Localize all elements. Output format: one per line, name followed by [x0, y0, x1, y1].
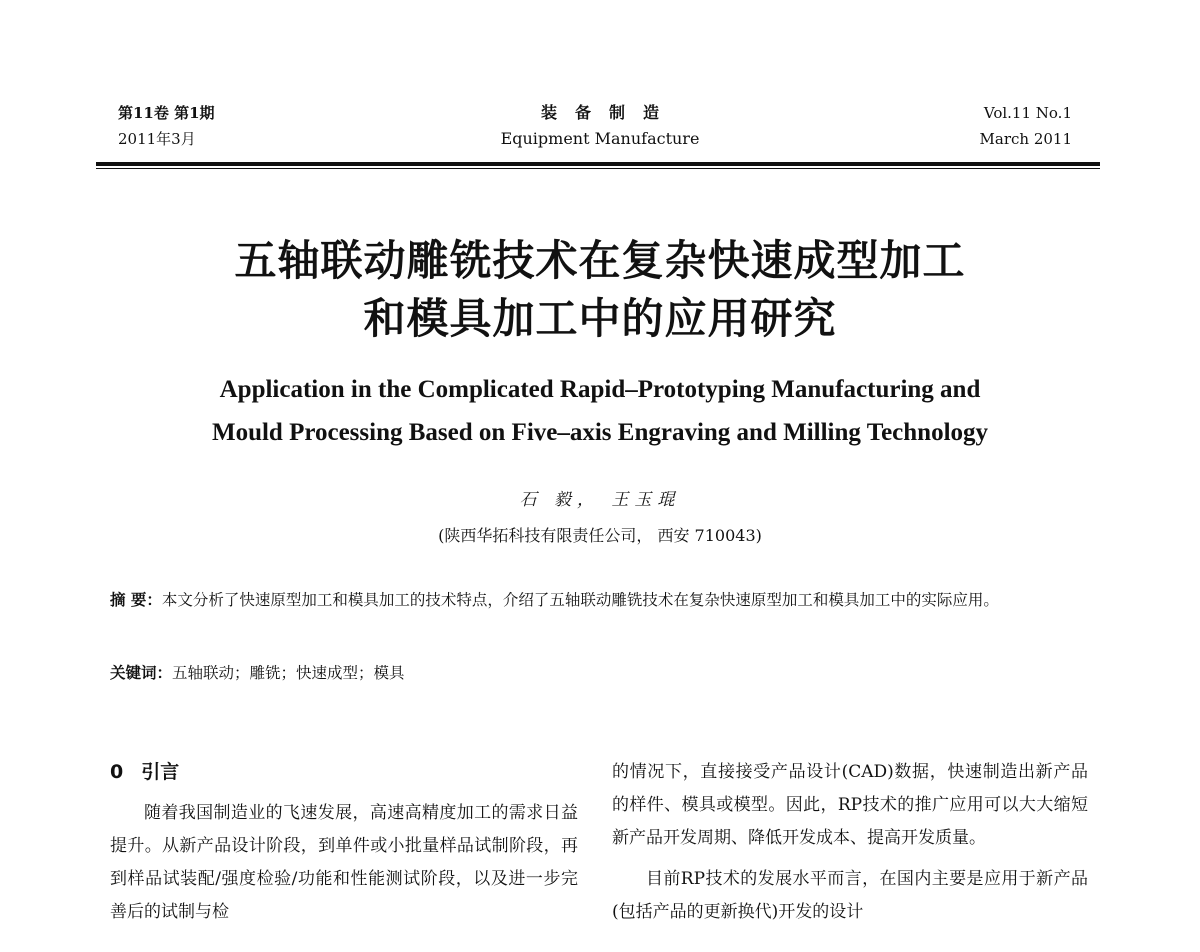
- header-date-en: March 2011: [979, 130, 1072, 148]
- body-column-right: [612, 756, 1088, 929]
- title-en-line2: Mould Processing Based on Five–axis Engraving and Milling Technology: [211, 419, 989, 446]
- paper-title-en: [0, 368, 1200, 454]
- title-en-line1: Application in the Complicated Rapid–Prototyping Manufacturing and: [219, 376, 981, 403]
- journal-name-cn: 装备制造: [540, 103, 677, 122]
- right-paragraph-1: 的情况下，直接接受产品设计(CAD)数据，快速制造出新产品的样件、模具或模型。因此，RP技术的推广应用可以大大缩短新产品开发周期、降低开发成本、提高开发质量。: [612, 762, 1088, 848]
- section-number: 0: [110, 761, 124, 783]
- paper-title-cn: [0, 232, 1200, 348]
- header-right: [980, 100, 1072, 152]
- title-cn-line1: 五轴联动雕铣技术在复杂快速成型加工: [234, 236, 966, 285]
- left-paragraph-1: 随着我国制造业的飞速发展，高速高精度加工的需求日益提升。从新产品设计阶段，到单件或小批量样品试制阶段，再到样品试装配/强度检验/功能和性能测试阶段，以及进一步完善后的试制与检: [110, 803, 578, 922]
- journal-name-en: Equipment Manufacture: [500, 129, 700, 148]
- affiliation: (陕西华拓科技有限责任公司， 西安 710043): [438, 526, 762, 545]
- abstract: [110, 585, 1090, 616]
- header-rule-thin: [96, 168, 1100, 169]
- keywords-text: 五轴联动；雕铣；快速成型；模具: [172, 664, 405, 682]
- header-volume-en: Vol.11 No.1: [983, 104, 1072, 122]
- section-title: 引言: [141, 761, 180, 783]
- header-rule-thick: [96, 162, 1100, 166]
- header-volume-cn: 第11卷 第1期: [118, 104, 215, 122]
- header-date-cn: 2011年3月: [118, 130, 196, 148]
- section-heading: [110, 756, 578, 789]
- journal-header: [0, 100, 1200, 160]
- authors: 石 毅， 王玉琨: [519, 490, 681, 510]
- right-paragraph-2: 目前RP技术的发展水平而言，在国内主要是应用于新产品(包括产品的更新换代)开发的设计: [612, 869, 1088, 922]
- keywords: [110, 659, 1090, 687]
- keywords-label: 关键词：: [110, 664, 173, 682]
- abstract-label: 摘 要：: [110, 591, 162, 609]
- abstract-text: 本文分析了快速原型加工和模具加工的技术特点，介绍了五轴联动雕铣技术在复杂快速原型加工和模具加工中的实际应用。: [161, 591, 999, 609]
- body-column-left: [110, 756, 578, 929]
- title-cn-line2: 和模具加工中的应用研究: [363, 294, 837, 343]
